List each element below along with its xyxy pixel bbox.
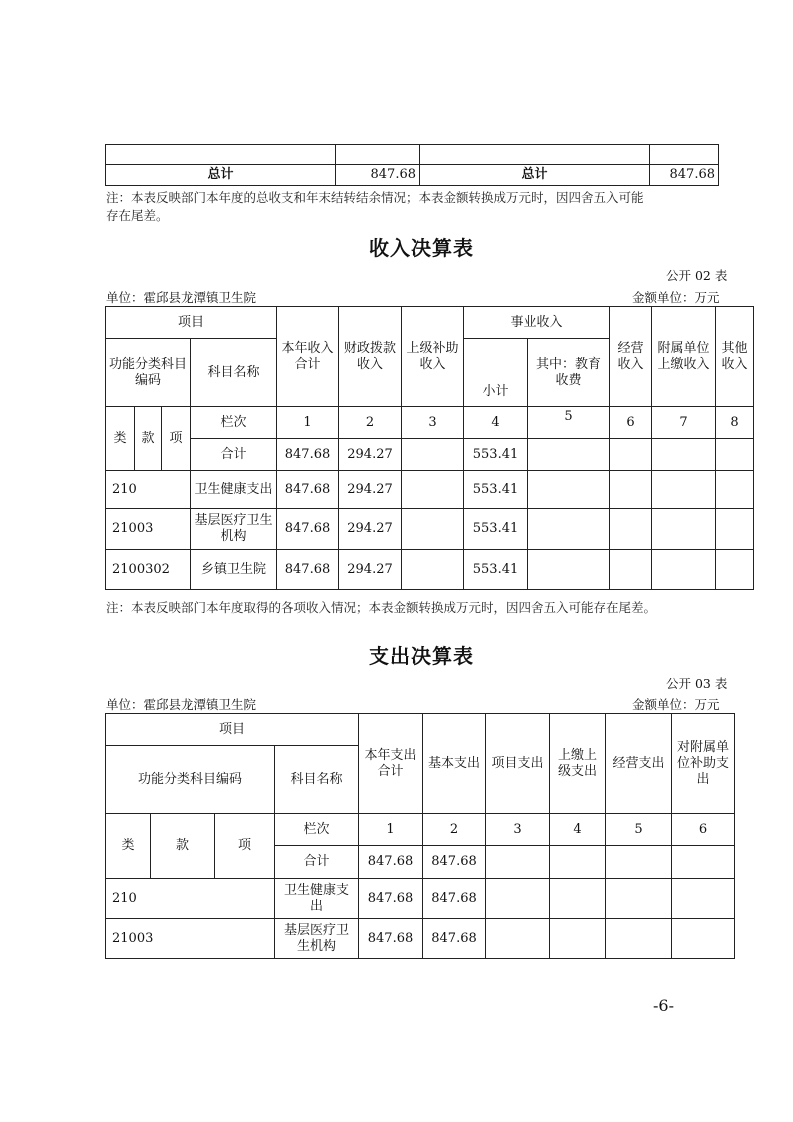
row-name: 乡镇卫生院	[191, 550, 277, 590]
empty-cell	[550, 846, 606, 879]
header-other: 其他收入	[716, 307, 754, 407]
header-func-code: 功能分类科目编码	[106, 746, 275, 814]
header-subtotal: 小计	[464, 339, 528, 407]
col-num: 5	[606, 814, 672, 846]
income-unit: 单位：霍邱县龙潭镇卫生院	[106, 290, 257, 305]
total-label-left: 总计	[106, 165, 336, 186]
expense-table-code: 公开 03 表	[666, 676, 728, 691]
empty-cell	[652, 471, 716, 509]
empty-cell	[528, 509, 610, 550]
header-subsidy: 对附属单位补助支出	[672, 714, 735, 814]
col-num: 6	[672, 814, 735, 846]
empty-cell	[486, 919, 550, 959]
empty-cell	[486, 879, 550, 919]
empty-cell	[402, 471, 464, 509]
header-operating: 经营支出	[606, 714, 672, 814]
row-subtotal: 553.41	[464, 509, 528, 550]
empty-cell	[528, 471, 610, 509]
empty-cell	[528, 439, 610, 471]
total-value-left: 847.68	[336, 165, 420, 186]
header-total: 本年支出合计	[359, 714, 423, 814]
header-remit: 上缴上级支出	[550, 714, 606, 814]
header-fiscal: 财政拨款收入	[339, 307, 402, 407]
row-name: 卫生健康支出	[191, 471, 277, 509]
empty-cell	[528, 550, 610, 590]
sum-fiscal: 294.27	[339, 439, 402, 471]
empty-cell	[606, 919, 672, 959]
income-table-code: 公开 02 表	[666, 268, 728, 283]
empty-cell	[672, 919, 735, 959]
income-note: 注：本表反映部门本年度取得的各项收入情况；本表金额转换成万元时，因四舍五入可能存在尾差。	[106, 600, 657, 615]
header-xiang: 项	[215, 814, 275, 879]
empty-cell	[106, 145, 336, 165]
empty-cell	[610, 550, 652, 590]
header-total: 本年收入合计	[277, 307, 339, 407]
row-name: 卫生健康支出	[275, 879, 359, 919]
col-num: 8	[716, 407, 754, 439]
empty-cell	[716, 471, 754, 509]
header-lei: 类	[106, 814, 151, 879]
empty-cell	[550, 919, 606, 959]
row-total: 847.68	[277, 471, 339, 509]
empty-cell	[610, 471, 652, 509]
empty-cell	[402, 439, 464, 471]
income-table	[105, 306, 754, 590]
empty-cell	[716, 509, 754, 550]
empty-cell	[550, 879, 606, 919]
row-basic: 847.68	[423, 919, 486, 959]
col-num: 4	[464, 407, 528, 439]
header-lanci: 栏次	[191, 407, 277, 439]
row-subtotal: 553.41	[464, 471, 528, 509]
table-row	[106, 471, 754, 509]
empty-cell	[652, 509, 716, 550]
sum-basic: 847.68	[423, 846, 486, 879]
header-lanci: 栏次	[275, 814, 359, 846]
header-kuan: 款	[151, 814, 215, 879]
col-num: 3	[402, 407, 464, 439]
row-fiscal: 294.27	[339, 550, 402, 590]
header-operating: 经营收入	[610, 307, 652, 407]
expense-unit: 单位：霍邱县龙潭镇卫生院	[106, 697, 257, 712]
col-num: 7	[652, 407, 716, 439]
empty-cell	[652, 550, 716, 590]
empty-cell	[402, 550, 464, 590]
col-num: 1	[359, 814, 423, 846]
row-fiscal: 294.27	[339, 509, 402, 550]
header-affiliated: 附属单位上缴收入	[652, 307, 716, 407]
sum-total: 847.68	[359, 846, 423, 879]
col-num: 2	[423, 814, 486, 846]
empty-cell	[420, 145, 650, 165]
row-code: 21003	[106, 509, 191, 550]
sum-total: 847.68	[277, 439, 339, 471]
empty-cell	[716, 550, 754, 590]
row-total: 847.68	[277, 550, 339, 590]
col-num: 1	[277, 407, 339, 439]
empty-cell	[606, 846, 672, 879]
header-item: 项目	[106, 714, 359, 746]
header-kuan: 款	[135, 407, 162, 471]
empty-cell	[672, 879, 735, 919]
summary-note-line1: 注：本表反映部门本年度的总收支和年末结转结余情况；本表金额转换成万元时，因四舍五入可能	[106, 190, 644, 205]
row-total: 847.68	[359, 879, 423, 919]
row-code: 210	[106, 471, 191, 509]
total-label-right: 总计	[420, 165, 650, 186]
page-number: -6-	[653, 996, 674, 1015]
row-code: 21003	[106, 919, 275, 959]
sum-label: 合计	[191, 439, 277, 471]
empty-cell	[402, 509, 464, 550]
income-title: 收入决算表	[369, 236, 474, 260]
expense-title: 支出决算表	[369, 644, 474, 668]
empty-cell	[606, 879, 672, 919]
header-item: 项目	[106, 307, 277, 339]
sum-subtotal: 553.41	[464, 439, 528, 471]
header-func-code: 功能分类科目编码	[106, 339, 191, 407]
header-xiang: 项	[162, 407, 191, 471]
col-num: 2	[339, 407, 402, 439]
header-edu: 其中：教育收费	[528, 339, 610, 407]
row-name: 基层医疗卫生机构	[191, 509, 277, 550]
empty-cell	[336, 145, 420, 165]
empty-cell	[610, 439, 652, 471]
total-value-right: 847.68	[650, 165, 719, 186]
header-basic: 基本支出	[423, 714, 486, 814]
row-code: 2100302	[106, 550, 191, 590]
row-total: 847.68	[277, 509, 339, 550]
row-fiscal: 294.27	[339, 471, 402, 509]
header-project: 项目支出	[486, 714, 550, 814]
sum-label: 合计	[275, 846, 359, 879]
expense-amount-unit: 金额单位：万元	[632, 697, 720, 712]
row-code: 210	[106, 879, 275, 919]
summary-table-tail	[105, 144, 719, 186]
header-business: 事业收入	[464, 307, 610, 339]
col-num: 4	[550, 814, 606, 846]
empty-cell	[672, 846, 735, 879]
row-name: 基层医疗卫生机构	[275, 919, 359, 959]
income-amount-unit: 金额单位：万元	[632, 290, 720, 305]
expense-table	[105, 713, 735, 959]
header-subject: 科目名称	[191, 339, 277, 407]
summary-note-line2: 存在尾差。	[106, 208, 169, 223]
col-num: 5	[528, 407, 610, 439]
empty-cell	[716, 439, 754, 471]
header-lei: 类	[106, 407, 135, 471]
table-row	[106, 509, 754, 550]
row-total: 847.68	[359, 919, 423, 959]
row-basic: 847.68	[423, 879, 486, 919]
empty-cell	[610, 509, 652, 550]
table-row	[106, 919, 735, 959]
header-subject: 科目名称	[275, 746, 359, 814]
col-num: 3	[486, 814, 550, 846]
table-row	[106, 550, 754, 590]
empty-cell	[652, 439, 716, 471]
row-subtotal: 553.41	[464, 550, 528, 590]
table-row	[106, 879, 735, 919]
empty-cell	[486, 846, 550, 879]
header-superior: 上级补助收入	[402, 307, 464, 407]
col-num: 6	[610, 407, 652, 439]
empty-cell	[650, 145, 719, 165]
